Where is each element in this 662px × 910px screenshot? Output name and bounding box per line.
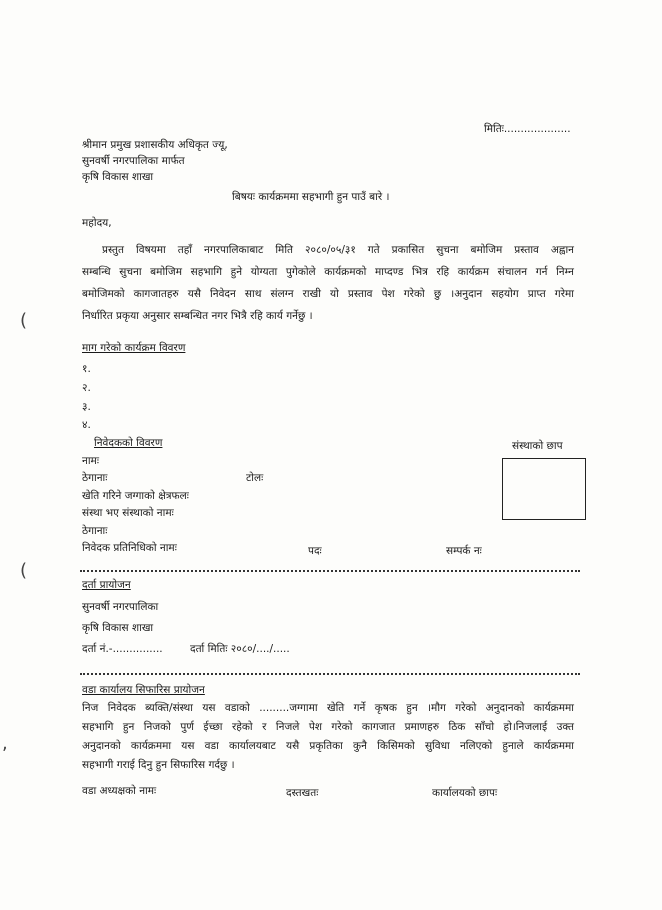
ward-heading: वडा कार्यालय सिफारिस प्रायोजन	[82, 684, 205, 696]
program-heading: माग गरेको कार्यक्रम विवरण	[82, 342, 186, 354]
address-line-1: श्रीमान प्रमुख प्रशासकीय अधिकृत ज्यू,	[82, 139, 228, 151]
margin-mark-1: (	[20, 310, 28, 331]
address-line-3: कृषि विकास शाखा	[82, 171, 154, 183]
divider-1	[80, 570, 580, 572]
registration-office: सुनवर्षी नगरपालिका	[82, 601, 159, 613]
salutation: महोदय,	[82, 217, 112, 229]
applicant-heading: निवेदकको विवरण	[94, 437, 163, 449]
date-line: मितिः....................	[484, 123, 571, 135]
program-item-2: २.	[82, 382, 91, 394]
applicant-tole: टोलः	[246, 472, 264, 484]
registration-number: दर्ता नं.-...............	[82, 643, 163, 655]
body-line-1: प्रस्तुत विषयमा तहाँ नगरपालिकाबाट मिति २०८०/०५/३१ गते प्रकासित सुचना बमोजिम प्रस्ताव अह्वान	[102, 244, 574, 256]
applicant-contact: सम्पर्क नः	[446, 545, 482, 557]
stamp-box	[502, 458, 586, 520]
ward-signature: दस्तखतः	[286, 787, 319, 799]
margin-mark-2: (	[20, 560, 28, 581]
applicant-org-name: संस्था भए संस्थाको नामः	[82, 507, 174, 519]
body-line-3: बमोजिमको कागजातहरु यसै निवेदन साथ संलग्न राखी यो प्रस्ताव पेश गरेको छु ।अनुदान सहयोग प्राप्त गरेमा	[82, 288, 574, 300]
address-line-2: सुनवर्षी नगरपालिका मार्फत	[82, 155, 185, 167]
registration-date: दर्ता मितिः २०८०/..../.....	[190, 643, 290, 655]
applicant-land-area: खेति गरिने जग्गाको क्षेत्रफलः	[82, 490, 189, 502]
divider-2	[80, 673, 580, 675]
applicant-address-2: ठेगानाः	[82, 525, 108, 537]
program-item-4: ४.	[82, 419, 91, 431]
ward-chair-name: वडा अध्यक्षको नामः	[82, 785, 157, 797]
program-item-3: ३.	[82, 401, 91, 413]
ward-line-2: सहभागि हुन निजको पुर्ण ईच्छा रहेको र निजले पेश गरेको कागजात प्रमाणहरु ठिक साँचो हो।निजलाई उक्त	[82, 721, 574, 733]
applicant-address: ठेगानाः	[82, 472, 108, 484]
applicant-name: नामः	[82, 455, 99, 467]
program-item-1: १.	[82, 363, 91, 375]
ward-line-3: अनुदानको कार्यक्रममा यस वडा कार्यालयबाट यसै प्रकृतिका कुनै किसिमको सुविधा नलिएको हुनाले कार्यक्रममा	[82, 740, 574, 752]
body-line-2: सम्बन्धि सुचना बमोजिम सहभागि हुने योग्यता पुगेकोले कार्यक्रमको माप्दण्ड भित्र रहि कार्यक्रम संचालन गर्न निम्न	[82, 266, 574, 278]
applicant-rep-name: निवेदक प्रतिनिधिको नामः	[82, 542, 177, 554]
margin-mark-3: ,	[2, 733, 8, 754]
subject: बिषयः कार्यक्रममा सहभागी हुन पाउँ बारे ।	[232, 191, 390, 203]
ward-line-1: निज निवेदक ब्यक्ति/संस्था यस वडाको .........जग्गामा खेति गर्ने कृषक हुन ।मौग गरेको अनुदानको कार्यक्रममा	[82, 702, 574, 714]
registration-heading: दर्ता प्रायोजन	[82, 579, 131, 591]
applicant-post: पदः	[308, 545, 322, 557]
ward-office-stamp: कार्यालयको छापः	[432, 787, 498, 799]
ward-line-4: सहभागी गराई दिनु हुन सिफारिस गर्दछु ।	[82, 759, 235, 771]
stamp-label: संस्थाको छाप	[512, 440, 563, 452]
registration-branch: कृषि विकास शाखा	[82, 622, 154, 634]
body-line-4: निर्धारित प्रकृया अनुसार सम्बन्धित नगर भित्रै रहि कार्य गर्नेछु ।	[82, 310, 313, 322]
